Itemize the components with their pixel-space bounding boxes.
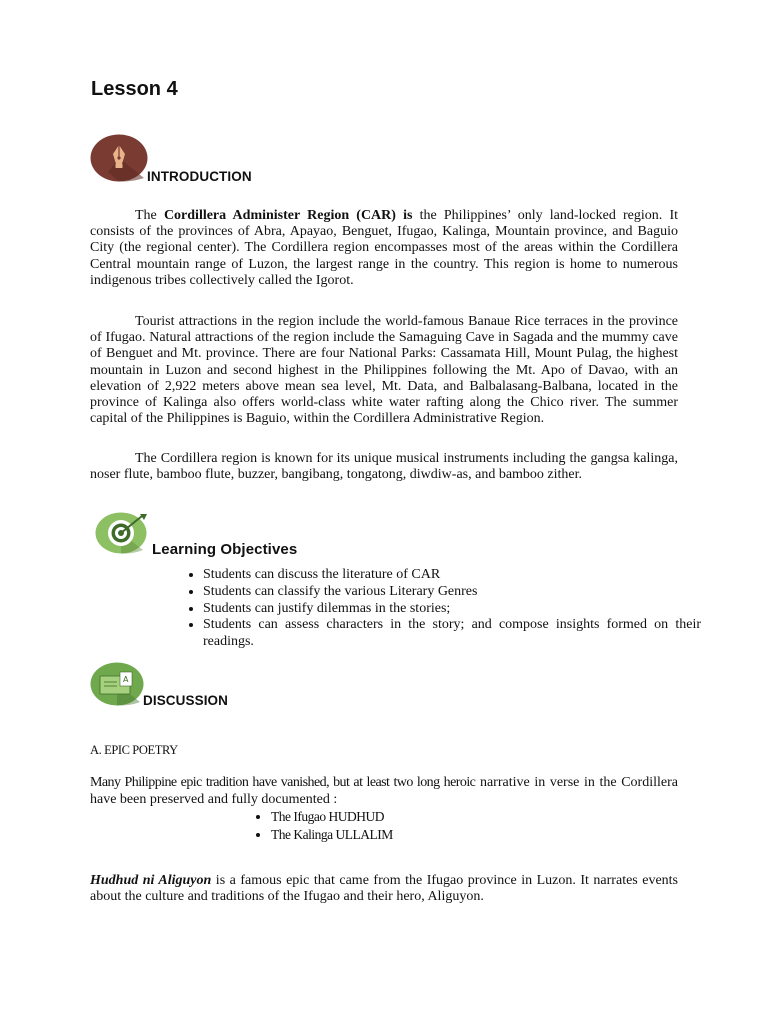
introduction-paragraph-1: The Cordillera Administer Region (CAR) is the Philippines’ only land-locked region. It consists of the provinces of Abra, Apayao, Benguet, Ifugao, Kalinga, Mountain province, and Baguio City (the regional center). The Cordillera region encompasses most of the areas within the Cordillera Central mountain range of Luzon, the largest range in the country. This region is home to numerous indigenous tribes collectively called the Igorot. bbox=[90, 208, 678, 288]
hudhud-paragraph: Hudhud ni Aliguyon is a famous epic that came from the Ifugao province in Luzon. It narrates events about the culture and traditions of the Ifugao and their hero, Aliguyon. bbox=[90, 873, 679, 905]
list-item: • The Ifugao HUDHUD bbox=[271, 808, 393, 826]
epic-poetry-heading: A. EPIC POETRY bbox=[90, 743, 178, 757]
epic-intro-paragraph: Many Philippine epic tradition have vanished, but at least two long heroic narrative in verse in the Cordillera have been preserved and fully documented : bbox=[90, 775, 678, 807]
target-icon bbox=[95, 512, 149, 554]
book-icon bbox=[90, 662, 144, 706]
objectives-list bbox=[180, 567, 701, 651]
fountain-pen-icon bbox=[90, 134, 148, 182]
list-item: • Students can assess characters in the story; and compose insights formed on their readings. bbox=[203, 617, 701, 651]
list-item: • The Kalinga ULLALIM bbox=[271, 826, 393, 844]
discussion-heading: DISCUSSION bbox=[143, 693, 229, 708]
list-item: • Students can discuss the literature of CAR bbox=[203, 567, 701, 584]
introduction-paragraph-3: The Cordillera region is known for its unique musical instruments including the gangsa kalinga, noser flute, bamboo flute, buzzer, bangibang, tongatong, diwdiw-as, and bamboo zither. bbox=[90, 451, 678, 483]
objectives-heading: Learning Objectives bbox=[152, 541, 298, 558]
epic-list bbox=[251, 808, 393, 843]
list-item: • Students can classify the various Literary Genres bbox=[203, 584, 701, 601]
lesson-title: Lesson 4 bbox=[91, 78, 178, 100]
introduction-paragraph-2: Tourist attractions in the region include the world-famous Banaue Rice terraces in the province of Ifugao. Natural attractions of the region include the Samaguing Cave in Sagada and the mummy cave of Benguet and Mt. province. There are four National Parks: Cassamata Hill, Mount Pulag, the highest mountain in Luzon and second highest in the Philippines following the Mt. Apo of Davao, with an elevation of 2,922 meters above mean sea level, Mt. Data, and Balbalasang-Balbana, located in the province of Kalinga also offers world-class white water rafting along the Chico river. The summer capital of the Philippines is Baguio, within the Cordillera Administrative Region. bbox=[90, 314, 678, 427]
svg-text:A: A bbox=[123, 675, 129, 684]
list-item: • Students can justify dilemmas in the stories; bbox=[203, 601, 701, 618]
introduction-heading: INTRODUCTION bbox=[147, 169, 252, 184]
